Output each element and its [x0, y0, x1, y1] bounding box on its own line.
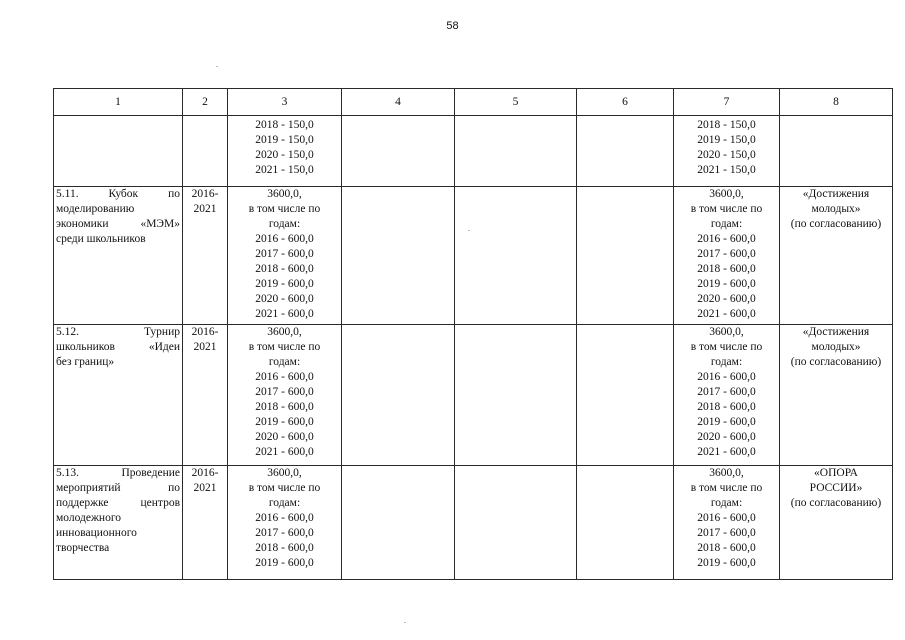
- event-name-word: «Идеи: [148, 341, 180, 353]
- event-name-word: 5.13.: [56, 467, 79, 479]
- cell-line: 2021 - 600,0: [255, 446, 314, 458]
- column-4-cell: [342, 325, 455, 466]
- cell-line: 2021 - 150,0: [697, 164, 756, 176]
- cell-line: в том числе по: [690, 203, 763, 215]
- total-funding-cell: [674, 325, 780, 466]
- cell-line: 2018 - 150,0: [255, 119, 314, 131]
- cell-line: 2020 - 600,0: [697, 293, 756, 305]
- cell-line: 2019 - 600,0: [255, 416, 314, 428]
- cell-line: годам:: [710, 356, 743, 368]
- cell-line: 2019 - 600,0: [697, 557, 756, 569]
- column-6-cell: [577, 187, 674, 325]
- executor-cell: [780, 466, 893, 580]
- cell-line: 2018 - 600,0: [255, 542, 314, 554]
- funding-cell: [228, 325, 342, 466]
- cell-line: 3600,0,: [709, 188, 744, 200]
- event-name-word: инновационного: [56, 527, 137, 539]
- event-name-line: [56, 325, 180, 340]
- page-number: 58: [446, 20, 459, 32]
- event-name-cell: [54, 187, 183, 325]
- cell-line: в том числе по: [690, 341, 763, 353]
- years-cell: [183, 116, 228, 187]
- column-5-cell: [455, 116, 577, 187]
- cell-line: 2016-: [191, 188, 219, 200]
- col-header-8: 8: [780, 89, 893, 116]
- cell-line: молодых»: [811, 203, 861, 215]
- event-name-line: [56, 340, 180, 355]
- cell-line: 2017 - 600,0: [697, 248, 756, 260]
- event-name-word: по: [168, 188, 180, 200]
- cell-line: 2019 - 600,0: [255, 278, 314, 290]
- years-cell: [183, 325, 228, 466]
- event-name-word: Турнир: [143, 326, 180, 338]
- cell-line: 2016 - 600,0: [697, 233, 756, 245]
- cell-line: в том числе по: [248, 341, 321, 353]
- cell-line: в том числе по: [248, 203, 321, 215]
- cell-line: 2017 - 600,0: [255, 248, 314, 260]
- cell-line: 2021 - 600,0: [697, 308, 756, 320]
- executor-cell: [780, 187, 893, 325]
- cell-line: (по согласованию): [790, 356, 882, 368]
- col-header-1: 1: [54, 89, 183, 116]
- cell-line: 2017 - 600,0: [697, 386, 756, 398]
- cell-line: (по согласованию): [790, 497, 882, 509]
- cell-line: 2020 - 600,0: [255, 293, 314, 305]
- event-name-word: молодежного: [56, 512, 122, 524]
- cell-line: РОССИИ»: [809, 482, 863, 494]
- event-name-line: [56, 511, 180, 526]
- table-row: [54, 325, 893, 466]
- col-header-2: 2: [183, 89, 228, 116]
- cell-line: 2016 - 600,0: [255, 512, 314, 524]
- cell-line: 3600,0,: [267, 467, 302, 479]
- cell-line: годам:: [268, 497, 301, 509]
- cell-line: 2020 - 150,0: [697, 149, 756, 161]
- cell-line: 3600,0,: [267, 188, 302, 200]
- cell-line: 2019 - 600,0: [255, 557, 314, 569]
- total-funding-cell: [674, 187, 780, 325]
- cell-line: «ОПОРА: [814, 467, 858, 479]
- column-6-cell: [577, 325, 674, 466]
- event-name-line: [56, 355, 180, 370]
- cell-line: 2021 - 150,0: [255, 164, 314, 176]
- years-cell: [183, 466, 228, 580]
- event-name-word: без границ»: [56, 356, 115, 368]
- event-name-word: среди школьников: [56, 233, 146, 245]
- cell-line: 2016-: [191, 467, 219, 479]
- cell-line: 2017 - 600,0: [255, 527, 314, 539]
- cell-line: годам:: [710, 218, 743, 230]
- cell-line: 2018 - 600,0: [697, 263, 756, 275]
- total-funding-cell: [674, 466, 780, 580]
- funding-cell: [228, 187, 342, 325]
- cell-line: 2018 - 600,0: [255, 263, 314, 275]
- event-name-word: Проведение: [121, 467, 180, 479]
- table-row: [54, 187, 893, 325]
- event-name-line: [56, 466, 180, 481]
- event-name-cell: [54, 116, 183, 187]
- column-4-cell: [342, 466, 455, 580]
- column-5-cell: [455, 325, 577, 466]
- program-table: [53, 88, 893, 580]
- cell-line: 2020 - 150,0: [255, 149, 314, 161]
- cell-line: 2018 - 600,0: [697, 401, 756, 413]
- cell-line: 2017 - 600,0: [255, 386, 314, 398]
- event-name-word: моделированию: [56, 203, 135, 215]
- event-name-line: [56, 496, 180, 511]
- cell-line: 3600,0,: [267, 326, 302, 338]
- cell-line: в том числе по: [690, 482, 763, 494]
- scan-speck: [216, 66, 218, 67]
- cell-line: годам:: [268, 356, 301, 368]
- column-4-cell: [342, 187, 455, 325]
- table-row: [54, 466, 893, 580]
- event-name-line: [56, 481, 180, 496]
- col-header-7: 7: [674, 89, 780, 116]
- event-name-cell: [54, 325, 183, 466]
- event-name-word: 5.12.: [56, 326, 79, 338]
- event-name-word: 5.11.: [56, 188, 79, 200]
- funding-cell: [228, 116, 342, 187]
- column-6-cell: [577, 116, 674, 187]
- cell-line: 2019 - 600,0: [697, 278, 756, 290]
- col-header-4: 4: [342, 89, 455, 116]
- cell-line: 2021: [193, 482, 217, 494]
- cell-line: (по согласованию): [790, 218, 882, 230]
- column-6-cell: [577, 466, 674, 580]
- cell-line: 2017 - 600,0: [697, 527, 756, 539]
- table-row: [54, 116, 893, 187]
- cell-line: 2018 - 600,0: [255, 401, 314, 413]
- cell-line: годам:: [710, 497, 743, 509]
- cell-line: годам:: [268, 218, 301, 230]
- total-funding-cell: [674, 116, 780, 187]
- event-name-line: [56, 541, 180, 556]
- cell-line: молодых»: [811, 341, 861, 353]
- cell-line: «Достижения: [802, 188, 870, 200]
- cell-line: 2019 - 150,0: [255, 134, 314, 146]
- column-5-cell: [455, 187, 577, 325]
- cell-line: 2016 - 600,0: [697, 371, 756, 383]
- event-name-word: «МЭМ»: [140, 218, 180, 230]
- scan-speck: [468, 230, 470, 231]
- executor-cell: [780, 325, 893, 466]
- scan-speck: [404, 622, 406, 623]
- cell-line: 2021 - 600,0: [697, 446, 756, 458]
- event-name-word: школьников: [56, 341, 115, 353]
- cell-line: 2016 - 600,0: [255, 233, 314, 245]
- cell-line: 2021: [193, 341, 217, 353]
- col-header-3: 3: [228, 89, 342, 116]
- funding-cell: [228, 466, 342, 580]
- cell-line: 2020 - 600,0: [255, 431, 314, 443]
- event-name-word: центров: [140, 497, 180, 509]
- cell-line: 3600,0,: [709, 326, 744, 338]
- event-name-line: [56, 232, 180, 247]
- event-name-word: Кубок: [108, 188, 139, 200]
- cell-line: 2019 - 600,0: [697, 416, 756, 428]
- cell-line: 3600,0,: [709, 467, 744, 479]
- event-name-line: [56, 187, 180, 202]
- col-header-5: 5: [455, 89, 577, 116]
- executor-cell: [780, 116, 893, 187]
- event-name-cell: [54, 466, 183, 580]
- event-name-line: [56, 526, 180, 541]
- cell-line: в том числе по: [248, 482, 321, 494]
- cell-line: 2016 - 600,0: [255, 371, 314, 383]
- event-name-word: поддержке: [56, 497, 109, 509]
- cell-line: «Достижения: [802, 326, 870, 338]
- event-name-word: творчества: [56, 542, 110, 554]
- cell-line: 2019 - 150,0: [697, 134, 756, 146]
- cell-line: 2020 - 600,0: [697, 431, 756, 443]
- cell-line: 2021: [193, 203, 217, 215]
- event-name-line: [56, 202, 180, 217]
- column-4-cell: [342, 116, 455, 187]
- event-name-word: экономики: [56, 218, 109, 230]
- years-cell: [183, 187, 228, 325]
- col-header-6: 6: [577, 89, 674, 116]
- cell-line: 2018 - 150,0: [697, 119, 756, 131]
- cell-line: 2021 - 600,0: [255, 308, 314, 320]
- header-row: [54, 89, 893, 116]
- cell-line: 2016 - 600,0: [697, 512, 756, 524]
- column-5-cell: [455, 466, 577, 580]
- event-name-word: мероприятий: [56, 482, 121, 494]
- cell-line: 2016-: [191, 326, 219, 338]
- event-name-line: [56, 217, 180, 232]
- cell-line: 2018 - 600,0: [697, 542, 756, 554]
- event-name-word: по: [168, 482, 180, 494]
